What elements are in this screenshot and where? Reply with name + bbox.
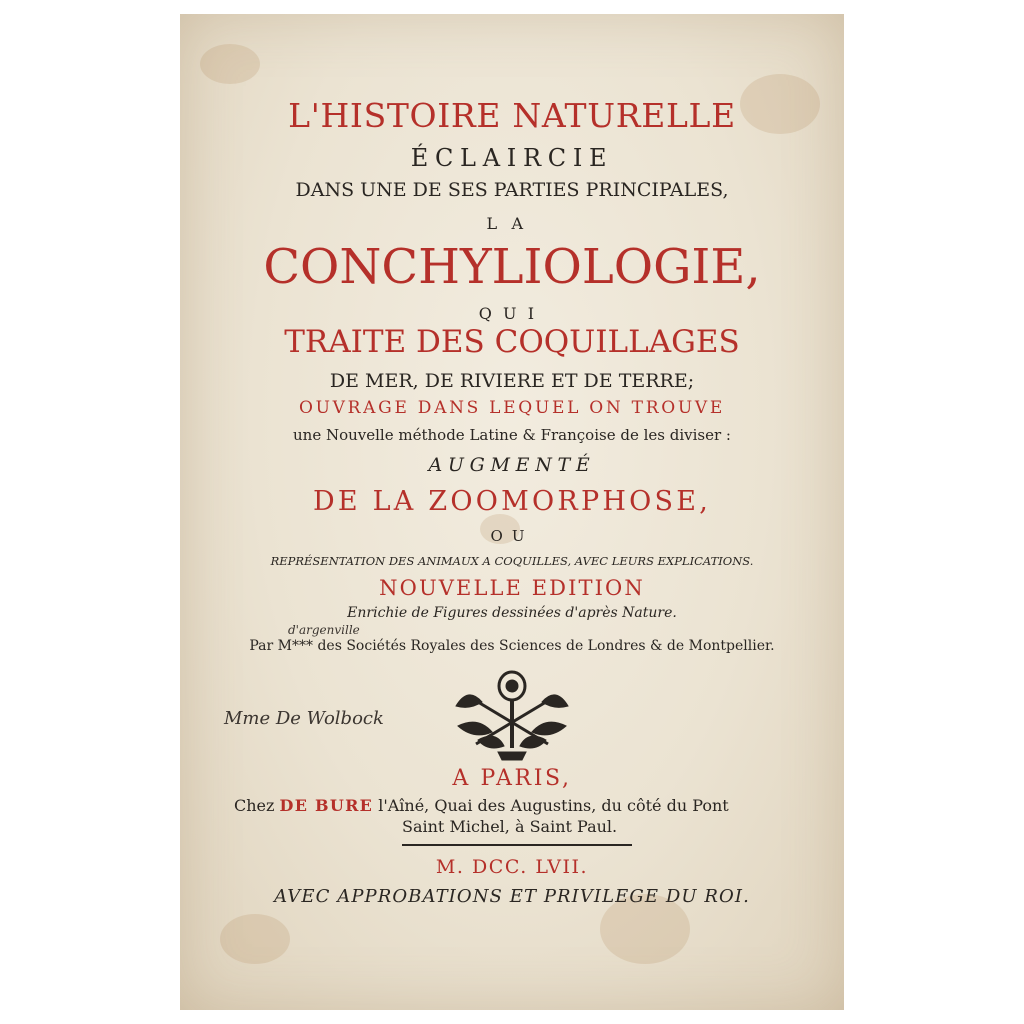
title-line-qui: QUI (478, 304, 546, 323)
divider-rule (402, 844, 632, 846)
imprint-publisher-line-2: Saint Michel, à Saint Paul. (402, 817, 618, 836)
title-line-author: Par M*** des Sociétés Royales des Sciences de Londres & de Montpellier. (249, 638, 775, 654)
stain (220, 914, 290, 964)
title-line-parties: DANS UNE DE SES PARTIES PRINCIPALES, (295, 179, 729, 201)
imprint-year: M. DCC. LVII. (435, 856, 589, 878)
title-line-mer: DE MER, DE RIVIERE ET DE TERRE; (329, 370, 695, 392)
imprint-place: A PARIS, (452, 766, 572, 791)
handwritten-author-note: d'argenville (288, 623, 360, 637)
title-line-figures: Enrichie de Figures dessinées d'après Nature. (347, 605, 677, 621)
stain (200, 44, 260, 84)
title-line-methode: une Nouvelle méthode Latine & Françoise de les diviser : (293, 426, 731, 444)
title-line-coquillages: TRAITE DES COQUILLAGES (284, 324, 740, 360)
title-line-nouvelle-edition: NOUVELLE EDITION (379, 576, 645, 600)
title-line-representation: REPRÉSENTATION DES ANIMAUX A COQUILLES, AVEC LEURS EXPLICATIONS. (270, 554, 754, 568)
publisher-address: l'Aîné, Quai des Augustins, du côté du Pont (378, 796, 729, 815)
printer-ornament-icon (448, 666, 576, 766)
title-line-ou: OU (490, 527, 534, 545)
imprint-privilege: AVEC APPROBATIONS ET PRIVILEGE DU ROI. (274, 886, 750, 907)
title-page (180, 14, 844, 1010)
title-line-zoomorphose: DE LA ZOOMORPHOSE, (312, 486, 712, 517)
handwritten-owner-inscription: Mme De Wolbock (224, 708, 384, 729)
title-line-ouvrage: OUVRAGE DANS LEQUEL ON TROUVE (298, 398, 726, 418)
title-line-la: LA (486, 214, 538, 233)
title-line-histoire: L'HISTOIRE NATURELLE (288, 96, 736, 135)
imprint-publisher-line (234, 796, 794, 815)
title-line-eclaircie: ÉCLAIRCIE (410, 144, 614, 172)
title-line-conchyliologie: CONCHYLIOLOGIE, (263, 239, 761, 295)
publisher-name: DE BURE (279, 796, 374, 815)
title-line-augmente: AUGMENTÉ (428, 454, 596, 476)
publisher-prefix: Chez (234, 796, 275, 815)
